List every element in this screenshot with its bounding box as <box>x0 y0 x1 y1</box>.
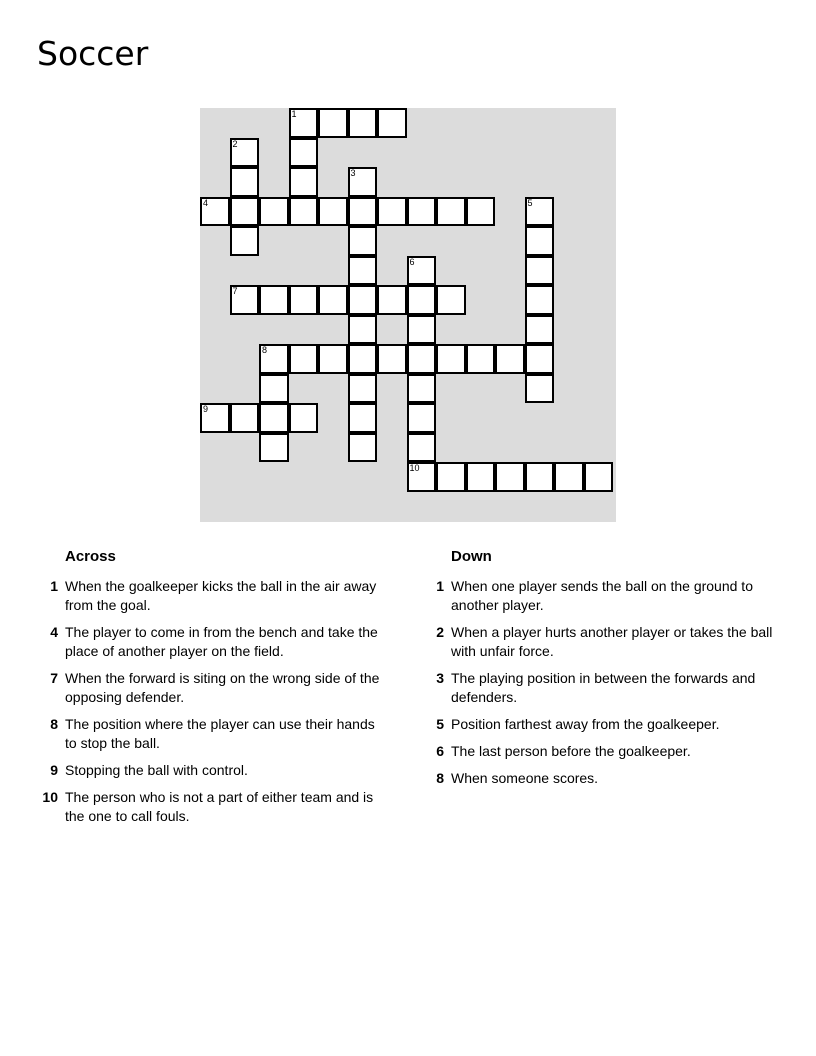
grid-cell[interactable] <box>436 462 466 492</box>
clue-item <box>426 577 776 615</box>
cell-number: 7 <box>232 286 238 296</box>
grid-cell[interactable] <box>259 374 289 404</box>
grid-cell[interactable] <box>259 285 289 315</box>
grid-cell[interactable] <box>525 285 555 315</box>
grid-cell[interactable] <box>495 462 525 492</box>
clue-number: 3 <box>436 670 444 686</box>
grid-cell[interactable] <box>525 226 555 256</box>
clue-item <box>40 715 390 753</box>
clue-number: 6 <box>436 743 444 759</box>
grid-cell[interactable] <box>348 315 378 345</box>
grid-cell[interactable] <box>495 344 525 374</box>
grid-cell[interactable] <box>348 403 378 433</box>
grid-cell[interactable] <box>289 344 319 374</box>
grid-cell[interactable] <box>525 315 555 345</box>
grid-cell[interactable] <box>318 285 348 315</box>
grid-cell[interactable] <box>525 344 555 374</box>
cell-number: 4 <box>203 197 209 208</box>
clue-text: Stopping the ball with control. <box>65 762 248 778</box>
grid-cell[interactable] <box>230 138 260 168</box>
cell-number: 8 <box>262 345 268 355</box>
clue-text: When a player hurts another player or takes the ball with unfair force. <box>451 624 773 659</box>
grid-cell[interactable] <box>377 285 407 315</box>
clue-number: 8 <box>50 716 58 732</box>
cell-number: 9 <box>203 404 209 414</box>
clue-text: The person who is not a part of either team and is the one to call fouls. <box>65 789 374 824</box>
clue-number: 2 <box>436 624 444 640</box>
grid-cell[interactable] <box>407 462 437 492</box>
grid-cell[interactable] <box>200 197 230 227</box>
clue-item <box>426 769 776 788</box>
down-clues <box>426 546 776 796</box>
grid-cell[interactable] <box>230 197 260 227</box>
grid-cell[interactable] <box>289 167 319 197</box>
grid-cell[interactable] <box>348 374 378 404</box>
grid-cell[interactable] <box>377 344 407 374</box>
clue-item <box>40 761 390 780</box>
grid-cell[interactable] <box>436 197 466 227</box>
grid-cell[interactable] <box>289 285 319 315</box>
cell-number: 3 <box>350 168 356 178</box>
grid-cell[interactable] <box>348 167 378 197</box>
grid-cell[interactable] <box>407 433 437 463</box>
grid-cell[interactable] <box>318 344 348 374</box>
clue-text: When one player sends the ball on the ground to another player. <box>451 578 753 613</box>
clue-number: 4 <box>50 624 58 640</box>
down-heading: Down <box>451 548 492 565</box>
grid-cell[interactable] <box>407 403 437 433</box>
clue-number: 9 <box>50 762 58 778</box>
clue-text: Position farthest away from the goalkeeper. <box>451 716 720 732</box>
clue-item <box>40 623 390 661</box>
grid-cell[interactable] <box>407 344 437 374</box>
grid-cell[interactable] <box>407 374 437 404</box>
clue-item <box>426 669 776 707</box>
grid-cell[interactable] <box>348 433 378 463</box>
grid-cell[interactable] <box>318 108 348 138</box>
clue-item <box>40 788 390 826</box>
grid-cell[interactable] <box>230 167 260 197</box>
grid-cell[interactable] <box>525 197 555 227</box>
crossword-grid <box>200 108 616 522</box>
grid-cell[interactable] <box>259 403 289 433</box>
grid-cell[interactable] <box>407 315 437 345</box>
cell-number: 2 <box>232 138 238 149</box>
clue-item <box>426 715 776 734</box>
clue-text: When the goalkeeper kicks the ball in the air away from the goal. <box>65 578 377 613</box>
clue-item <box>426 742 776 761</box>
grid-cell[interactable] <box>436 285 466 315</box>
clue-item <box>40 577 390 615</box>
grid-cell[interactable] <box>377 108 407 138</box>
grid-cell[interactable] <box>348 344 378 374</box>
cell-number: 10 <box>409 463 420 473</box>
clue-number: 1 <box>50 578 58 594</box>
grid-cell[interactable] <box>348 197 378 227</box>
clue-text: When someone scores. <box>451 770 599 786</box>
grid-cell[interactable] <box>466 344 496 374</box>
grid-cell[interactable] <box>230 285 260 315</box>
clue-number: 5 <box>436 716 444 732</box>
grid-cell[interactable] <box>348 256 378 286</box>
clue-number: 1 <box>436 578 444 594</box>
grid-cell[interactable] <box>348 285 378 315</box>
grid-cell[interactable] <box>525 256 555 286</box>
grid-cell[interactable] <box>348 108 378 138</box>
clue-text: The position where the player can use their hands to stop the ball. <box>65 716 375 751</box>
clue-text: When the forward is siting on the wrong side of the opposing defender. <box>65 670 380 705</box>
grid-cell[interactable] <box>289 197 319 227</box>
grid-cell[interactable] <box>289 403 319 433</box>
grid-cell[interactable] <box>554 462 584 492</box>
clue-item <box>40 669 390 707</box>
grid-cell[interactable] <box>289 108 319 138</box>
cell-number: 5 <box>527 197 533 208</box>
clue-number: 10 <box>42 789 58 805</box>
grid-cell[interactable] <box>318 197 348 227</box>
grid-cell[interactable] <box>289 138 319 168</box>
clue-text: The player to come in from the bench and take the place of another player on the field. <box>65 624 378 659</box>
grid-cell[interactable] <box>348 226 378 256</box>
cell-number: 1 <box>291 109 297 119</box>
across-heading: Across <box>65 548 116 565</box>
grid-cell[interactable] <box>407 285 437 315</box>
across-clues <box>40 546 390 834</box>
clue-number: 8 <box>436 770 444 786</box>
grid-cell[interactable] <box>436 344 466 374</box>
clue-item <box>426 623 776 661</box>
grid-cell[interactable] <box>377 197 407 227</box>
grid-cell[interactable] <box>259 433 289 463</box>
cell-number: 6 <box>409 256 415 267</box>
grid-cell[interactable] <box>230 226 260 256</box>
grid-cell[interactable] <box>466 197 496 227</box>
grid-cell[interactable] <box>259 344 289 374</box>
page-title: Soccer <box>37 34 149 73</box>
grid-cell[interactable] <box>230 403 260 433</box>
clue-text: The playing position in between the forwards and defenders. <box>451 670 756 705</box>
grid-cell[interactable] <box>584 462 614 492</box>
grid-cell[interactable] <box>466 462 496 492</box>
grid-cell[interactable] <box>407 197 437 227</box>
grid-cell[interactable] <box>525 462 555 492</box>
clue-text: The last person before the goalkeeper. <box>451 743 691 759</box>
grid-cell[interactable] <box>259 197 289 227</box>
clue-number: 7 <box>50 670 58 686</box>
grid-cell[interactable] <box>407 256 437 286</box>
grid-cell[interactable] <box>525 374 555 404</box>
grid-cell[interactable] <box>200 403 230 433</box>
